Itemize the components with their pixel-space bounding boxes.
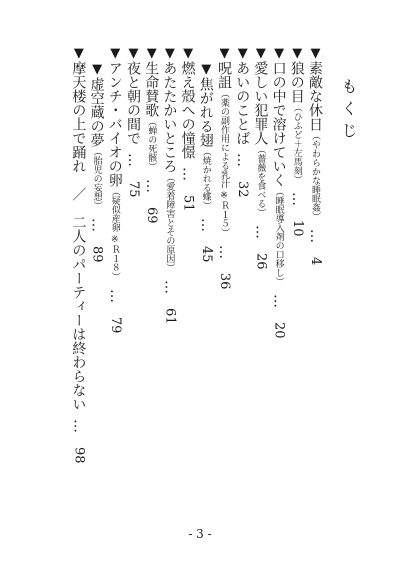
entry-page-number: 20	[271, 322, 287, 339]
entry-subtitle: （焼かれる蝶）	[200, 147, 211, 210]
entry-title: 燃え殻への憧憬	[179, 61, 196, 159]
entry-page-number: 98	[71, 447, 87, 464]
leader-dots: …	[234, 153, 251, 167]
entry-subtitle: （睡眠導入剤の口移し）	[273, 187, 284, 286]
toc-entry	[289, 46, 305, 446]
triangle-marker-icon: ▼	[308, 46, 323, 61]
leader-dots: …	[307, 229, 323, 243]
entry-page-number: 4	[308, 257, 323, 266]
triangle-marker-icon: ▼	[71, 46, 87, 61]
entry-page-number: 45	[198, 246, 214, 263]
entry-subtitle: （ひふど＋左馬刻）	[291, 103, 302, 184]
leader-dots: …	[197, 218, 214, 232]
entry-page-number: 79	[107, 316, 123, 334]
leader-dots: …	[70, 419, 87, 433]
entry-page-number: 61	[162, 308, 178, 325]
entry-page-number: 36	[217, 272, 232, 290]
triangle-marker-icon: ▼	[235, 46, 251, 61]
leader-dots: …	[143, 179, 160, 193]
triangle-marker-icon: ▼	[217, 46, 232, 61]
entry-subtitle: （やわらかな睡眠姦）	[310, 131, 320, 221]
triangle-marker-icon: ▼	[162, 46, 178, 61]
leader-dots: …	[161, 280, 178, 294]
entry-title: 素敵な休日	[307, 61, 323, 131]
triangle-marker-icon: ▼	[289, 46, 305, 61]
toc-entry	[307, 46, 323, 446]
entry-subtitle: （蝉の死骸）	[146, 117, 157, 171]
toc-entry	[180, 46, 196, 446]
toc-entry	[70, 46, 87, 464]
entry-title: あたたかいところ	[161, 61, 178, 173]
toc-entry	[125, 46, 141, 446]
triangle-marker-icon: ▼	[107, 46, 123, 61]
entry-title: 摩天楼の上で踊れ ／ 二人のパーティーは終わらない	[70, 61, 87, 411]
leader-dots: …	[270, 294, 287, 308]
entry-title: 口の中で溶けていく	[270, 61, 287, 187]
entry-subtitle: （胎児の妄想）	[91, 147, 102, 210]
entry-title: あいのことば	[234, 61, 251, 145]
entry-page-number: 32	[235, 181, 251, 198]
toc-entry	[89, 62, 105, 462]
toc-entry	[107, 46, 123, 446]
entry-title: 狼の目	[288, 61, 305, 103]
toc-title: もくじ	[339, 78, 358, 144]
triangle-marker-icon: ▼	[126, 46, 141, 61]
triangle-marker-icon: ▼	[271, 46, 287, 61]
toc-entry	[161, 46, 177, 446]
toc-entry	[271, 46, 287, 446]
entry-page-number: 89	[89, 246, 105, 263]
leader-dots: …	[179, 167, 196, 181]
entry-page-number: 51	[180, 195, 196, 212]
page-number: - 3 -	[188, 527, 212, 541]
entry-subtitle: （薔薇を食べる）	[255, 145, 266, 217]
entry-page-number: 26	[253, 253, 269, 270]
entry-subtitle: （薬の副作用による乳汁 ※Ｒ１５）	[219, 89, 229, 237]
entry-subtitle: （疑似産卵 ※Ｒ１８）	[109, 187, 120, 281]
triangle-marker-icon: ▼	[144, 46, 160, 61]
leader-dots: …	[216, 244, 232, 259]
entry-page-number: 75	[126, 181, 141, 198]
triangle-marker-icon: ▼	[253, 46, 269, 61]
toc-entry	[234, 46, 250, 446]
leader-dots: …	[106, 288, 123, 303]
entry-page-number: 69	[144, 207, 160, 224]
toc-entry	[143, 46, 159, 446]
toc-entry	[252, 46, 268, 446]
leader-dots: …	[125, 153, 141, 167]
entry-page-number: 10	[289, 220, 305, 237]
toc-entry	[198, 62, 214, 462]
entry-title: 夜と朝の間で	[125, 61, 141, 145]
entry-subtitle: （愛着障害とその原因）	[164, 173, 175, 272]
triangle-marker-icon: ▼	[89, 62, 105, 77]
entry-title: 呪詛	[216, 61, 232, 89]
entry-title: 生命賛歌	[143, 61, 160, 117]
leader-dots: …	[88, 218, 105, 232]
entry-title: アンチ・バイオの卵	[106, 61, 123, 187]
triangle-marker-icon: ▼	[180, 46, 196, 61]
leader-dots: …	[252, 225, 269, 239]
entry-title: 愛しい犯罪人	[252, 61, 269, 145]
entry-title: 焦がれる翅	[197, 77, 214, 147]
toc-entry	[216, 46, 232, 446]
triangle-marker-icon: ▼	[198, 62, 214, 77]
leader-dots: …	[288, 192, 305, 206]
entry-title: 虚空蔵の夢	[88, 77, 105, 147]
